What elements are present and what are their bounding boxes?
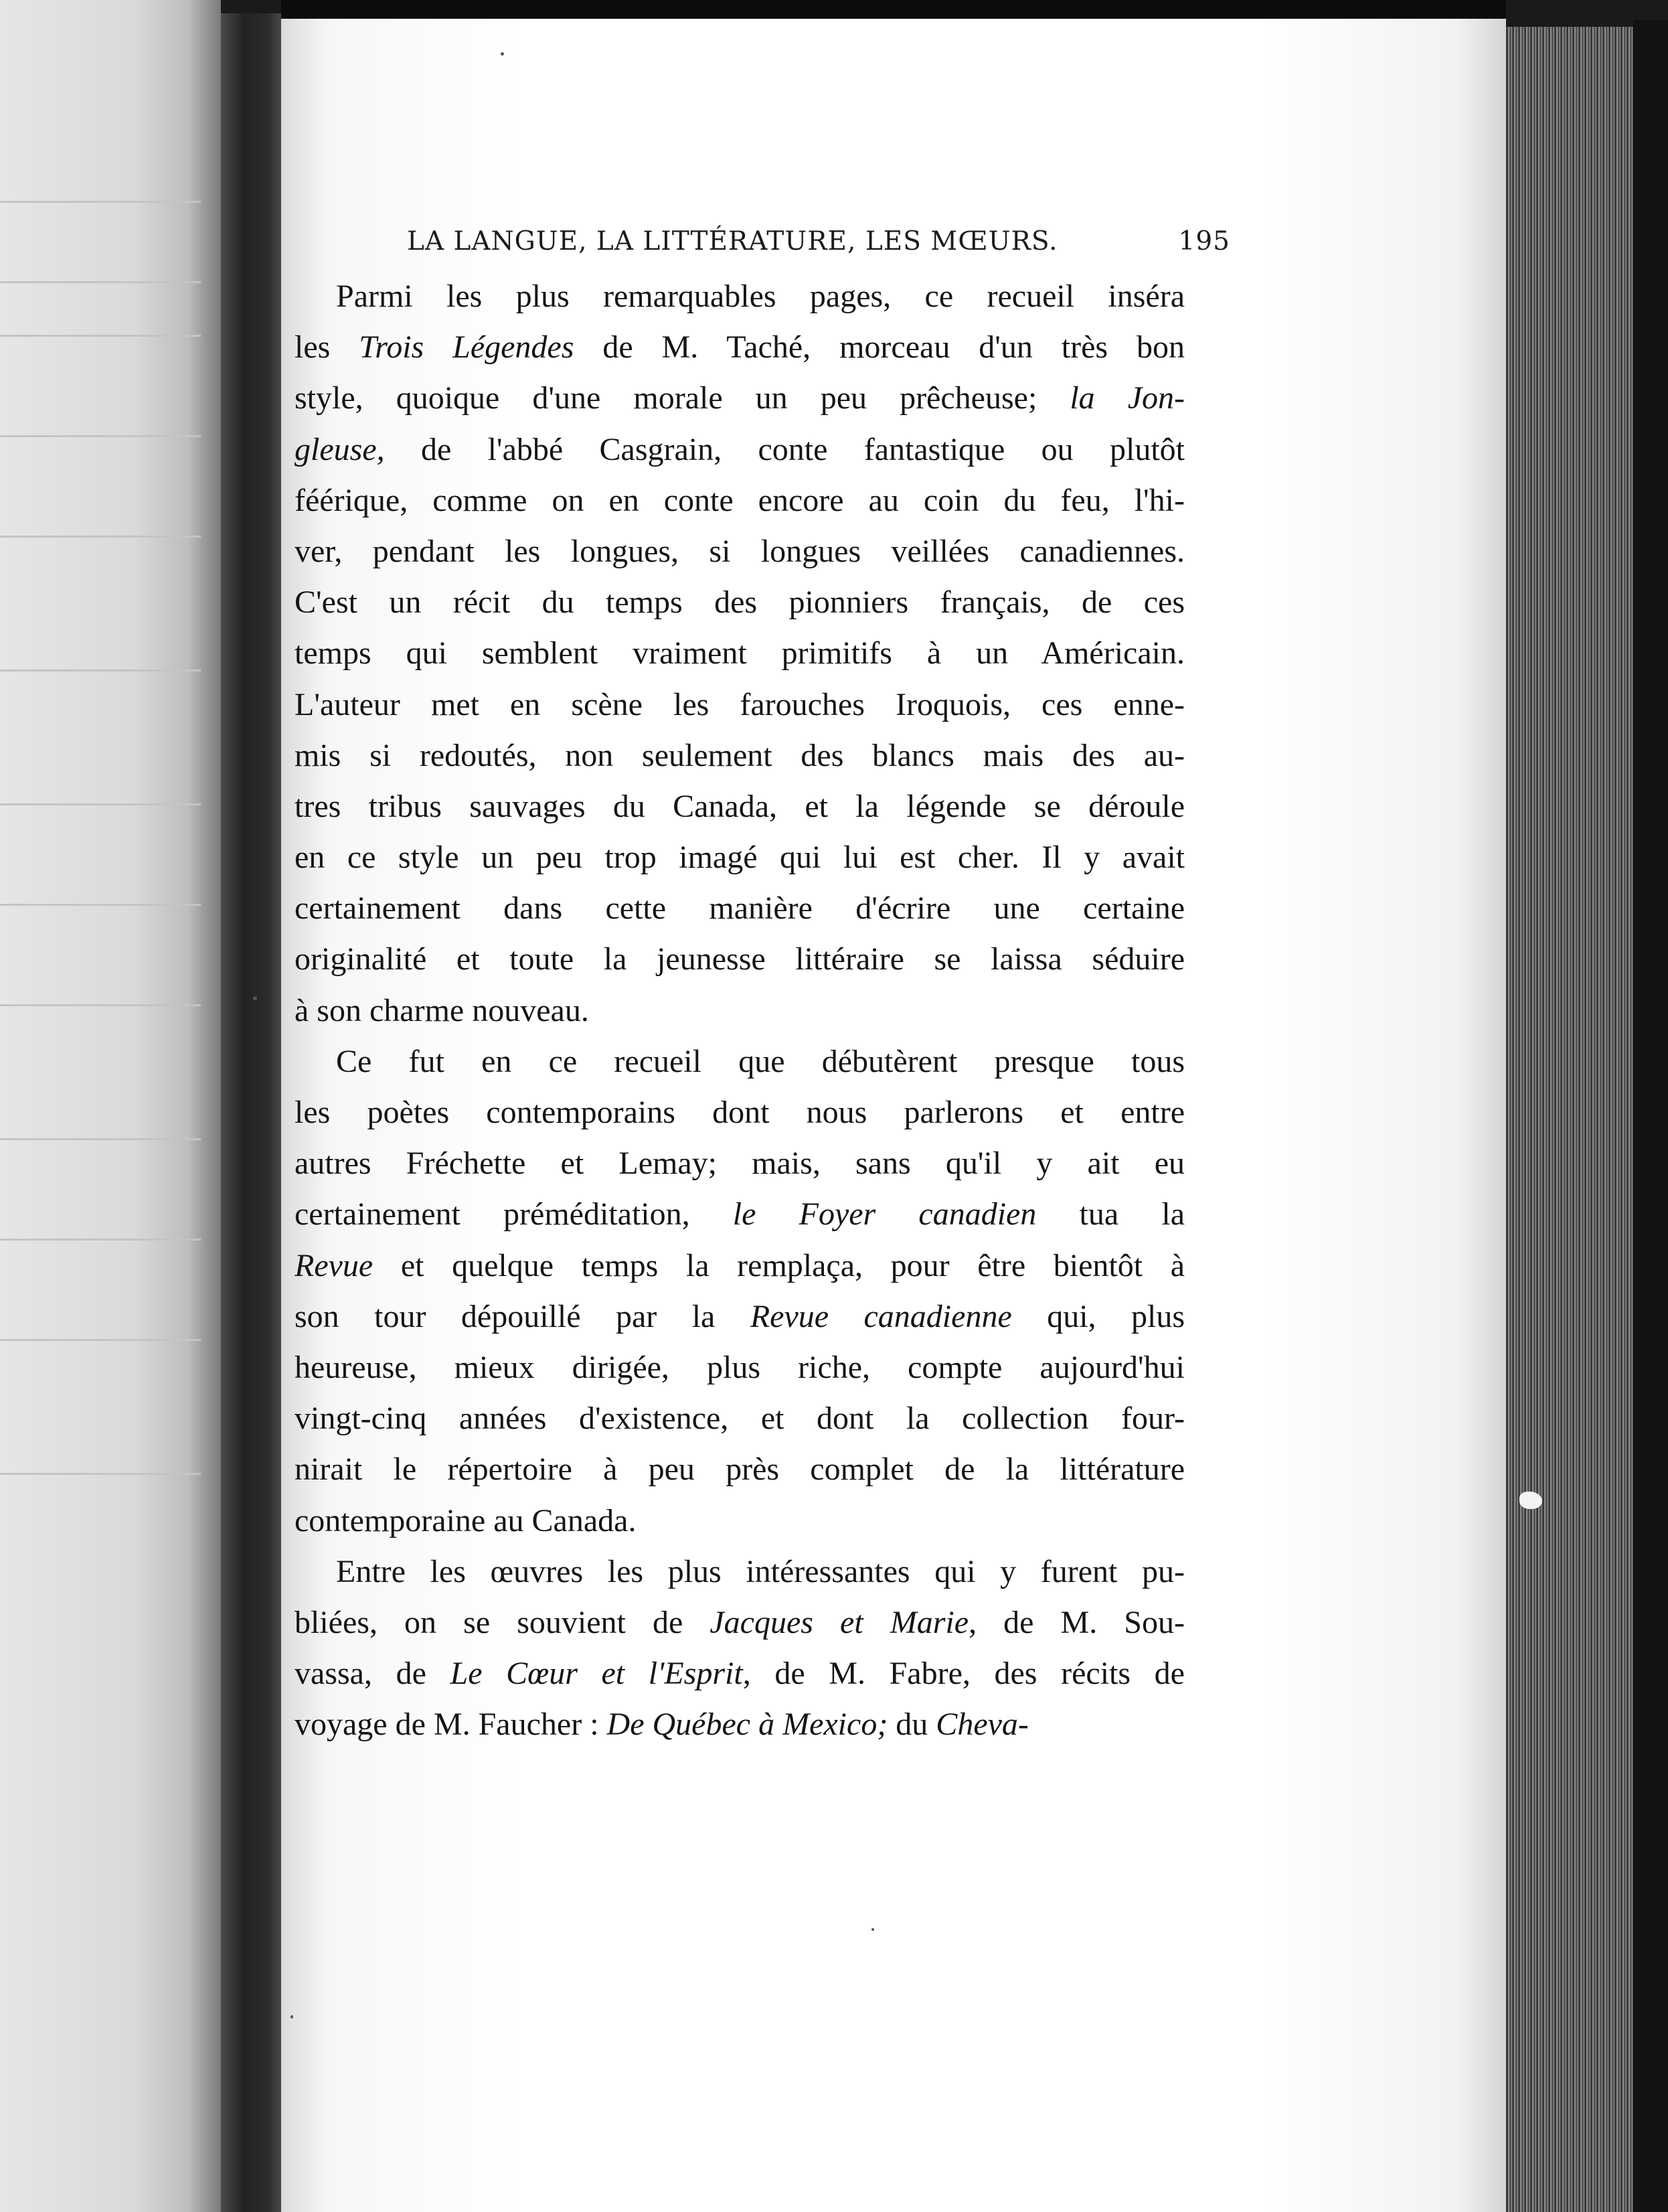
text-line: [295, 322, 1185, 373]
body-text: [295, 271, 1185, 1750]
text-line: [295, 1291, 1185, 1342]
text-line: [295, 373, 1185, 424]
text-line: [295, 628, 1185, 679]
italic-title: De Québec à Mexico;: [606, 1707, 888, 1743]
text-line: [295, 934, 1185, 985]
italic-title: Cheva-: [936, 1707, 1029, 1743]
text-run: féérique, comme on en conte encore au coin du feu, l'hi-: [295, 482, 1185, 518]
text-run: C'est un récit du temps des pionniers français, de ces: [295, 584, 1185, 621]
book-gutter: [221, 13, 288, 2212]
scan-border-right: [1633, 20, 1668, 2212]
italic-title: Le Cœur et l'Esprit: [450, 1656, 743, 1692]
text-run: bliées, on se souvient de: [295, 1604, 710, 1640]
text-run: tua la: [1036, 1196, 1185, 1233]
facing-page-edge: [0, 0, 221, 2212]
text-run: , de M. Fabre, des récits de: [742, 1656, 1185, 1692]
text-line: [295, 781, 1185, 832]
italic-title: gleuse,: [295, 431, 385, 467]
italic-title: Revue: [295, 1247, 373, 1283]
italic-title: Revue canadienne: [750, 1298, 1012, 1334]
paragraph: [295, 1547, 1185, 1751]
text-run: vingt-cinq années d'existence, et dont la collection four-: [295, 1401, 1185, 1437]
text-run: en ce style un peu trop imagé qui lui est cher. Il y avait: [295, 840, 1185, 876]
text-run: les: [295, 329, 359, 366]
text-run: du: [888, 1707, 936, 1743]
text-line: [295, 1444, 1185, 1495]
text-line: [295, 526, 1185, 577]
text-line: [295, 475, 1185, 526]
text-line: [295, 730, 1185, 781]
text-run: autres Fréchette et Lemay; mais, sans qu'il y ait eu: [295, 1146, 1185, 1182]
page-number: 195: [1178, 226, 1230, 256]
text-run: Ce fut en ce recueil que débutèrent presque tous: [336, 1043, 1185, 1079]
text-run: temps qui semblent vraiment primitifs à un Américain.: [295, 635, 1185, 672]
text-line: [295, 1496, 1185, 1547]
text-run: Parmi les plus remarquables pages, ce recueil inséra: [336, 279, 1185, 314]
text-run: mis si redoutés, non seulement des blancs mais des au-: [295, 737, 1185, 773]
text-line: [295, 424, 1185, 475]
paragraph: [295, 1036, 1185, 1547]
text-line: [295, 1138, 1185, 1189]
text-line: [295, 1189, 1185, 1240]
page-marker: [1519, 1492, 1542, 1509]
text-run: de M. Taché, morceau d'un très bon: [574, 329, 1185, 366]
italic-title: Trois Légendes: [359, 329, 574, 366]
italic-title: la Jon-: [1070, 380, 1185, 416]
text-line: [295, 883, 1185, 934]
text-line: [295, 577, 1185, 628]
text-line: [295, 1087, 1185, 1138]
text-run: Entre les œuvres les plus intéressantes qui y furent pu-: [336, 1553, 1185, 1589]
text-run: style, quoique d'une morale un peu prêcheuse;: [295, 380, 1070, 416]
text-run: de l'abbé Casgrain, conte fantastique ou plutôt: [384, 431, 1185, 467]
text-line: [295, 1241, 1185, 1291]
text-run: voyage de M. Faucher :: [295, 1707, 607, 1743]
paragraph: [295, 271, 1185, 1036]
text-line: [295, 1547, 1185, 1597]
italic-title: Jacques et Marie: [710, 1604, 969, 1640]
text-line: [295, 1648, 1185, 1699]
text-run: L'auteur met en scène les farouches Iroquois, ces enne-: [295, 686, 1185, 722]
text-run: certainement dans cette manière d'écrire une certaine: [295, 890, 1185, 927]
text-run: , de M. Sou-: [969, 1604, 1185, 1640]
text-line: [295, 1597, 1185, 1648]
italic-title: le Foyer canadien: [732, 1196, 1037, 1233]
running-head: [407, 226, 1230, 266]
text-run: à son charme nouveau.: [295, 992, 589, 1028]
text-line: [295, 1699, 1185, 1750]
text-line: [295, 680, 1185, 730]
text-run: vassa, de: [295, 1656, 450, 1692]
text-line: [295, 1036, 1185, 1087]
text-run: tres tribus sauvages du Canada, et la légende se déroule: [295, 788, 1185, 824]
text-run: certainement préméditation,: [295, 1196, 733, 1233]
scan-border-top: [281, 0, 1506, 19]
text-line: [295, 271, 1185, 322]
text-line: [295, 1342, 1185, 1393]
text-line: [295, 832, 1185, 883]
text-run: heureuse, mieux dirigée, plus riche, compte aujourd'hui: [295, 1349, 1185, 1385]
text-run: son tour dépouillé par la: [295, 1298, 750, 1334]
text-run: nirait le répertoire à peu près complet de la littérature: [295, 1451, 1185, 1488]
text-line: [295, 1393, 1185, 1444]
running-title: LA LANGUE, LA LITTÉRATURE, LES MŒURS.: [407, 226, 1058, 256]
text-line: [295, 985, 1185, 1036]
text-run: contemporaine au Canada.: [295, 1502, 637, 1538]
text-run: les poètes contemporains dont nous parlerons et entre: [295, 1095, 1185, 1130]
text-run: originalité et toute la jeunesse littéraire se laissa séduire: [295, 941, 1185, 977]
text-run: ver, pendant les longues, si longues veillées canadiennes.: [295, 533, 1185, 569]
text-run: qui, plus: [1011, 1298, 1185, 1334]
text-run: et quelque temps la remplaça, pour être bientôt à: [373, 1247, 1185, 1283]
